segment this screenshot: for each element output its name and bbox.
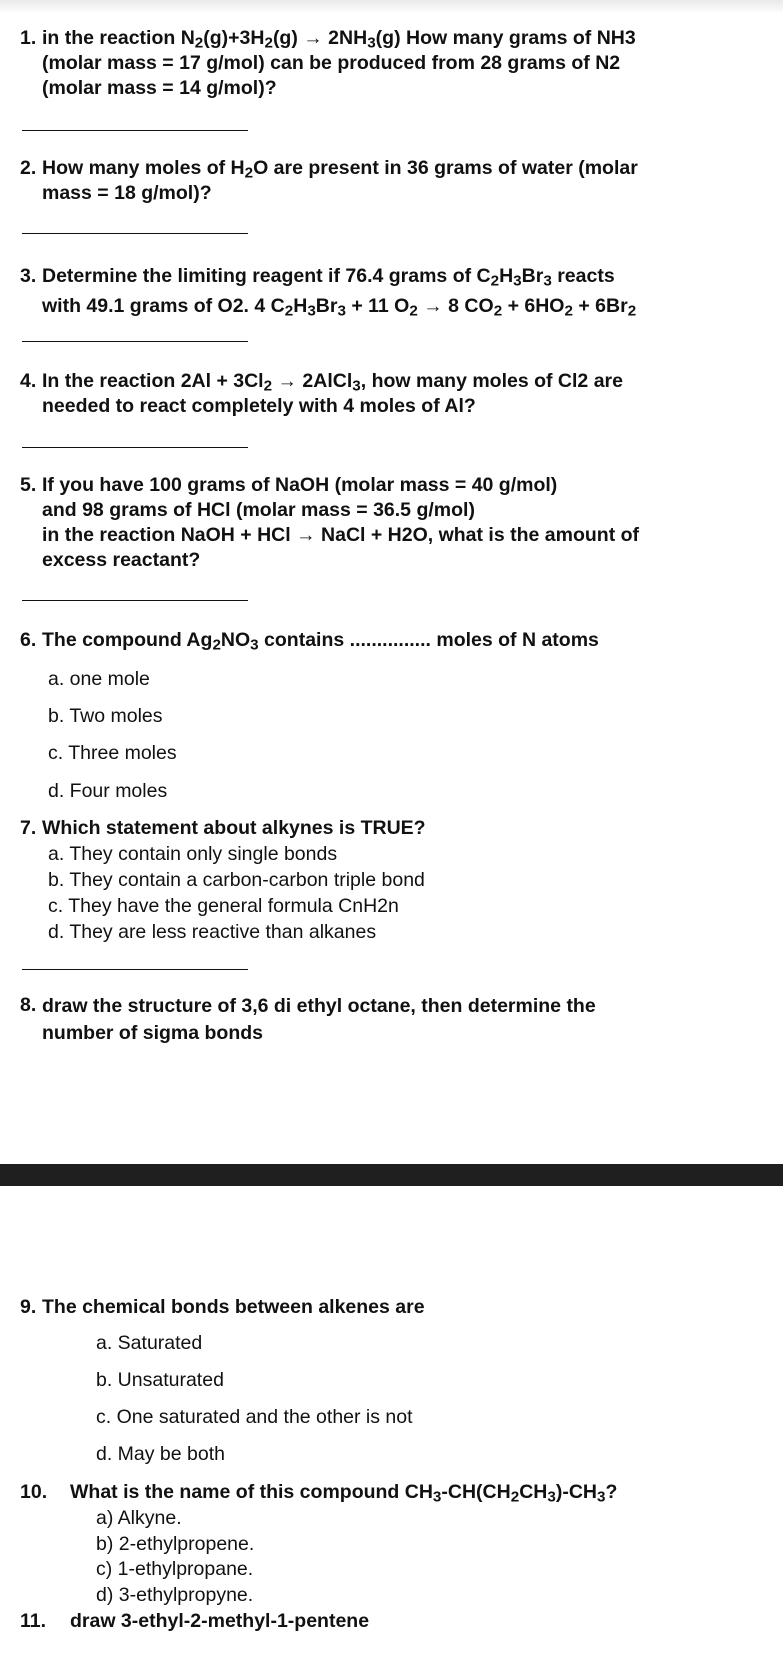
question-text-line: What is the name of this compound $CH_3-CH(CH_2CH_3)-CH_3$?	[70, 1481, 618, 1506]
question-text-line: excess reactant?	[42, 549, 201, 571]
option-d: d) 3-ethylpropyne.	[96, 1584, 254, 1606]
option-b: b) 2-ethylpropene.	[96, 1533, 255, 1555]
page-top-shadow	[0, 0, 783, 14]
option-c: c. Three moles	[48, 742, 177, 764]
option-c: c. They have the general formula CnH2n	[48, 895, 399, 917]
question-text-line: with 49.1 grams of O2. 4 $C_2H_3Br_3 + 11$ $O_2 \to 8$ $CO_2 + 6HO_2 + 6Br_2$	[42, 295, 637, 320]
question-number: 6.	[20, 629, 37, 651]
fill-in-blank: ...............	[349, 629, 431, 651]
question-number: 11.	[20, 1610, 47, 1632]
option-d: d. They are less reactive than alkanes	[48, 921, 377, 943]
option-a: a. one mole	[48, 668, 150, 690]
question-number: 9.	[20, 1296, 37, 1318]
question-text-line: draw 3-ethyl-2-methyl-1-pentene	[70, 1610, 370, 1632]
answer-line	[22, 600, 248, 601]
question-text-line: If you have 100 grams of NaOH (molar mass = 40 g/mol)	[42, 474, 558, 496]
reaction-arrow-icon: →	[303, 27, 323, 49]
question-number: 4.	[20, 370, 37, 392]
option-d: d. Four moles	[48, 780, 168, 802]
question-text-line: in the reaction $N_2(g)+3H_2(g) \to 2NH_3(g)$ How many grams of NH3	[42, 27, 636, 52]
question-number: 3.	[20, 265, 37, 287]
question-text-line: needed to react completely with 4 moles of Al?	[42, 395, 476, 417]
question-number: 7.	[20, 817, 37, 839]
question-text-line: in the reaction NaOH + HCl → NaCl + H2O, what is the amount of	[42, 524, 640, 546]
question-number: 5.	[20, 474, 37, 496]
answer-line	[22, 130, 248, 131]
option-a: a) Alkyne.	[96, 1507, 182, 1529]
option-c: c. One saturated and the other is not	[96, 1406, 413, 1428]
question-text-line: Determine the limiting reagent if 76.4 grams of $C_2H_3Br_3$ reacts	[42, 265, 615, 290]
reaction-arrow-icon: →	[296, 524, 316, 546]
question-text-line: How many moles of $H_2O$ are present in 36 grams of water (molar	[42, 157, 638, 182]
question-number: 2.	[20, 157, 37, 179]
option-b: b. Unsaturated	[96, 1369, 224, 1391]
reaction-arrow-icon: →	[423, 295, 443, 317]
question-text-line: (molar mass = 14 g/mol)?	[42, 77, 277, 99]
answer-line	[22, 969, 248, 970]
question-text-line: number of sigma bonds	[42, 1022, 264, 1044]
question-text-line: In the reaction $2Al + 3Cl_2$ → 2AlCl$_3$, how many moles of Cl2 are	[42, 370, 623, 395]
question-text-line: The chemical bonds between alkenes are	[42, 1296, 425, 1318]
question-number: 10.	[20, 1481, 48, 1503]
question-text-line: The compound $Ag_2NO_3$ contains ............... moles of N atoms	[42, 629, 599, 654]
option-c: c) 1-ethylpropane.	[96, 1558, 254, 1580]
option-a: a. Saturated	[96, 1332, 203, 1354]
option-b: b. They contain a carbon-carbon triple bond	[48, 869, 425, 891]
question-text-line: Which statement about alkynes is TRUE?	[42, 817, 426, 839]
question-text-line: draw the structure of 3,6 di ethyl octane, then determine the	[42, 995, 596, 1017]
reaction-arrow-icon: →	[277, 370, 297, 392]
question-text-line: mass = 18 g/mol)?	[42, 182, 212, 204]
answer-line	[22, 341, 248, 342]
question-text-line: (molar mass = 17 g/mol) can be produced from 28 grams of N2	[42, 52, 621, 74]
option-a: a. They contain only single bonds	[48, 843, 338, 865]
answer-line	[22, 447, 248, 448]
question-number: 8.	[20, 994, 37, 1016]
question-text-line: and 98 grams of HCl (molar mass = 36.5 g/mol)	[42, 499, 475, 521]
page-separator-band	[0, 1164, 783, 1186]
option-d: d. May be both	[96, 1443, 225, 1465]
question-number: 1.	[20, 27, 37, 49]
answer-line	[22, 233, 248, 234]
option-b: b. Two moles	[48, 705, 163, 727]
